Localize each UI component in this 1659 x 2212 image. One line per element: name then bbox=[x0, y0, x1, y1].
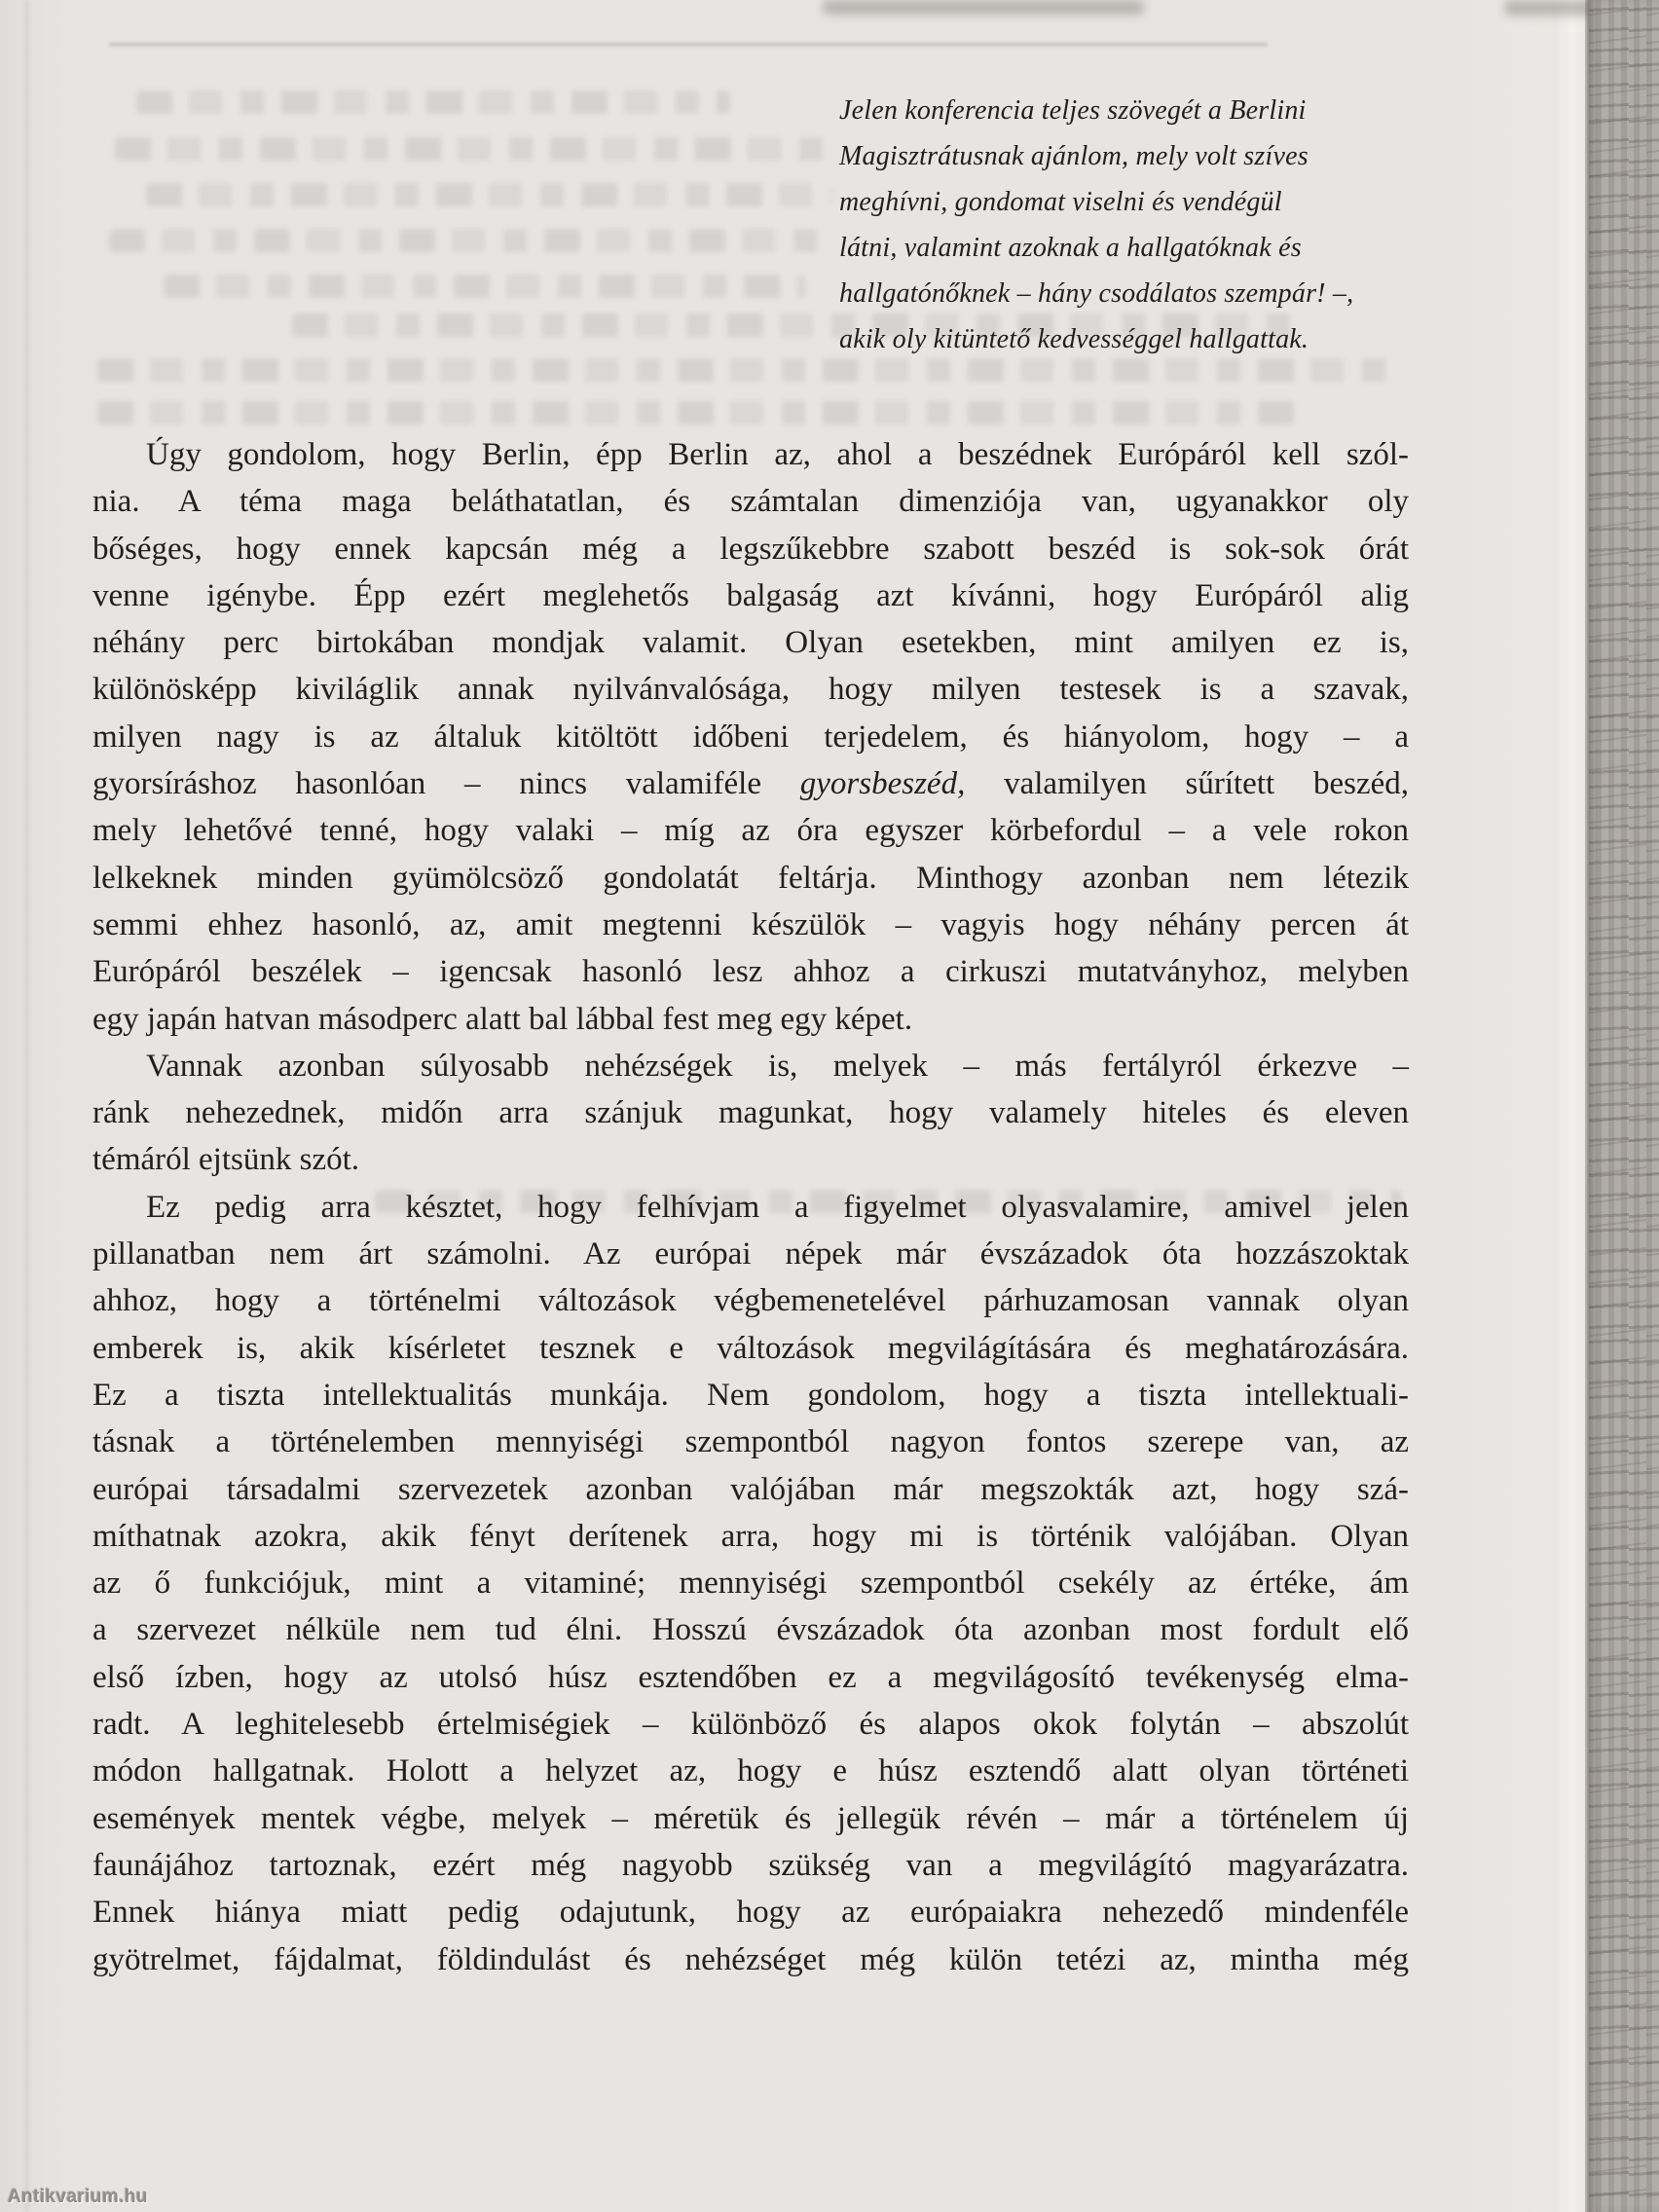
text-line: tásnak a történelemben mennyiségi szempontból nagyon fontos szerepe van, az bbox=[92, 1424, 1409, 1460]
text-line: gyötrelmet, fájdalmat, földindulást és nehézséget még külön tetézi az, mintha még bbox=[92, 1941, 1409, 1977]
text-line: milyen nagy is az általuk kitöltött időbeni terjedelem, és hiányolom, hogy – a bbox=[92, 719, 1409, 755]
book-fore-edge bbox=[1589, 0, 1659, 2212]
text-line: bőséges, hogy ennek kapcsán még a legszűkebbre szabott beszéd is sok-sok órát bbox=[92, 531, 1409, 567]
text-line: lelkeknek minden gyümölcsöző gondolatát feltárja. Minthogy azonban nem létezik bbox=[92, 860, 1409, 896]
text-line: Vannak azonban súlyosabb nehézségek is, melyek – más fertályról érkezve – bbox=[146, 1048, 1409, 1084]
text-line: néhány perc birtokában mondjak valamit. Olyan esetekben, mint amilyen ez is, bbox=[92, 625, 1409, 661]
epigraph-line: hallgatónőknek – hány csodálatos szempár! –, bbox=[839, 278, 1354, 309]
bleed-through-ghost-text bbox=[1504, 0, 1597, 16]
page-edge-highlight bbox=[1556, 0, 1587, 2212]
epigraph-line: látni, valamint azoknak a hallgatóknak és bbox=[839, 233, 1302, 263]
text-line: gyorsíráshoz hasonlóan – nincs valamiféle gyorsbeszéd, valamilyen sűrített beszéd, bbox=[92, 766, 1409, 802]
text-line: faunájához tartoznak, ezért még nagyobb szükség van a megvilágító magyarázatra. bbox=[92, 1847, 1409, 1883]
epigraph-line: Magisztrátusnak ajánlom, mely volt szíves bbox=[839, 141, 1309, 171]
text-line: míthatnak azokra, akik fényt derítenek arra, hogy mi is történik valójában. Olyan bbox=[92, 1518, 1409, 1554]
text-line: Ez pedig arra késztet, hogy felhívjam a figyelmet olyasvalamire, amivel jelen bbox=[146, 1189, 1409, 1225]
epigraph-line: akik oly kitüntető kedvességgel hallgattak. bbox=[839, 324, 1309, 354]
epigraph bbox=[839, 88, 1414, 362]
bleed-through-ghost-line bbox=[115, 137, 835, 161]
bleed-through-rule bbox=[109, 43, 1268, 46]
body-text bbox=[92, 431, 1409, 1983]
text-line: különösképp kiviláglik annak nyilvánvalósága, hogy milyen testesek is a szavak, bbox=[92, 672, 1409, 708]
text-line: európai társadalmi szervezetek azonban valójában már megszokták azt, hogy szá- bbox=[92, 1471, 1409, 1507]
bleed-through-ghost-line bbox=[109, 229, 834, 252]
text-line: nia. A téma maga beláthatatlan, és számtalan dimenziója van, ugyanakkor oly bbox=[92, 484, 1409, 520]
text-line: mely lehetővé tenné, hogy valaki – míg az óra egyszer körbefordul – a vele rokon bbox=[92, 813, 1409, 849]
text-line: pillanatban nem árt számolni. Az európai népek már évszázadok óta hozzászoktak bbox=[92, 1236, 1409, 1272]
watermark: Antikvarium.hu bbox=[8, 2187, 148, 2207]
text-line: venne igénybe. Épp ezért meglehetős balgaság azt kívánni, hogy Európáról alig bbox=[92, 577, 1409, 613]
text-line: Ez a tiszta intellektualitás munkája. Nem gondolom, hogy a tiszta intellektuali- bbox=[92, 1377, 1409, 1413]
bleed-through-ghost-line bbox=[136, 91, 730, 114]
text-line: emberek is, akik kísérletet tesznek e változások megvilágítására és meghatározására. bbox=[92, 1330, 1409, 1366]
text-line: a szervezet nélküle nem tud élni. Hosszú évszázadok óta azonban most fordult elő bbox=[92, 1612, 1409, 1648]
text-line: témáról ejtsünk szót. bbox=[92, 1142, 360, 1178]
text-line: az ő funkciójuk, mint a vitaminé; mennyiségi szempontból csekély az értéke, ám bbox=[92, 1566, 1409, 1602]
text-line: ránk nehezednek, midőn arra szánjuk magunkat, hogy valamely hiteles és eleven bbox=[92, 1095, 1409, 1131]
text-line: módon hallgatnak. Holott a helyzet az, hogy e húsz esztendő alatt olyan történeti bbox=[92, 1753, 1409, 1789]
text-line: Ennek hiánya miatt pedig odajutunk, hogy az európaiakra nehezedő mindenféle bbox=[92, 1895, 1409, 1931]
bleed-through-ghost-line bbox=[97, 401, 1295, 424]
text-line: Úgy gondolom, hogy Berlin, épp Berlin az, ahol a beszédnek Európáról kell szól- bbox=[146, 437, 1409, 472]
epigraph-line: meghívni, gondomat viselni és vendégül bbox=[839, 187, 1282, 217]
bleed-through-ghost-text bbox=[823, 0, 1144, 15]
gutter-crease bbox=[25, 0, 28, 2212]
bleed-through-ghost-line bbox=[164, 275, 806, 298]
bleed-through-ghost-line bbox=[146, 183, 832, 206]
text-line: ahhoz, hogy a történelmi változások végbemenetelével párhuzamosan vannak olyan bbox=[92, 1283, 1409, 1319]
text-line: egy japán hatvan másodperc alatt bal lábbal fest meg egy képet. bbox=[92, 1001, 913, 1037]
text-line: radt. A leghitelesebb értelmiségiek – különböző és alapos okok folytán – abszolút bbox=[92, 1707, 1409, 1743]
text-line: első ízben, hogy az utolsó húsz esztendőben ez a megvilágosító tevékenység elma- bbox=[92, 1659, 1409, 1695]
epigraph-line: Jelen konferencia teljes szövegét a Berlini bbox=[839, 95, 1307, 126]
text-line: semmi ehhez hasonló, az, amit megtenni készülök – vagyis hogy néhány percen át bbox=[92, 906, 1409, 942]
text-line: események mentek végbe, melyek – méretük és jellegük révén – már a történelem új bbox=[92, 1800, 1409, 1836]
text-line: Európáról beszélek – igencsak hasonló lesz ahhoz a cirkuszi mutatványhoz, melyben bbox=[92, 954, 1409, 990]
